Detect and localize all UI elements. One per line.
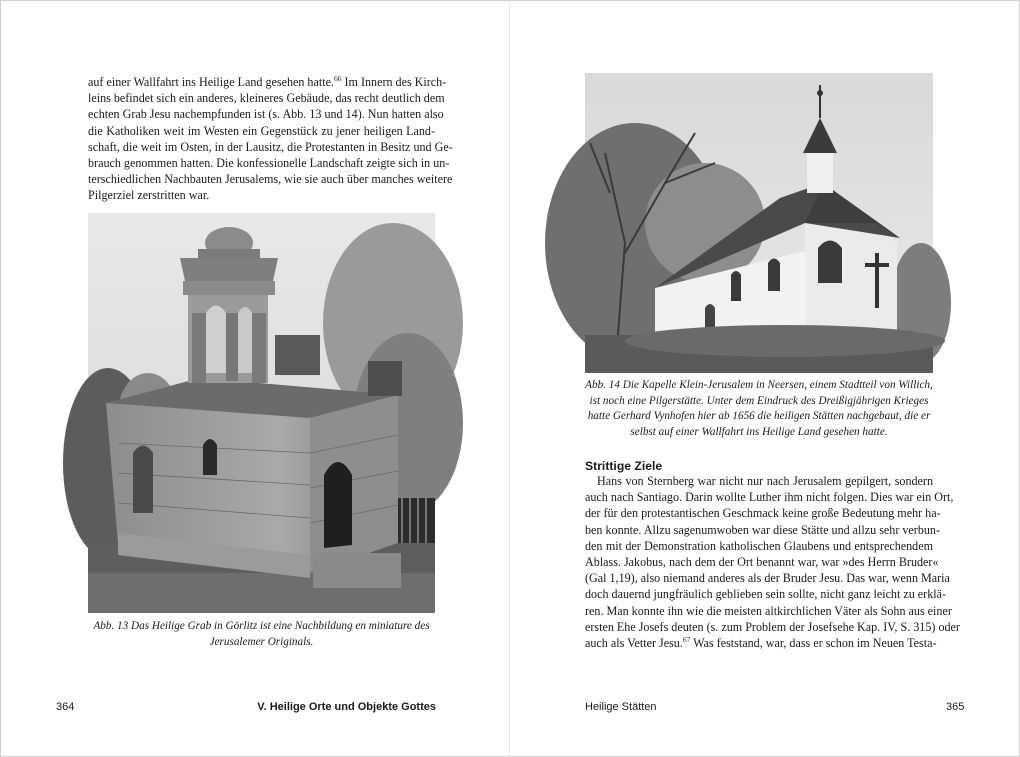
text-line: echten Grab Jesu nachempfunden ist (s. Abb. 13 und 14). Nun hatten also bbox=[88, 107, 444, 122]
text-line: Hans von Sternberg war nicht nur nach Jerusalem gepilgert, sondern bbox=[597, 474, 933, 488]
text-line: (Gal 1,19), also niemand anderes als der Bruder Jesu. Das war, wenn Maria bbox=[585, 571, 950, 586]
text-line: doch dauernd jungfräulich geblieben sein sollte, nicht ganz leicht zu erklä- bbox=[585, 587, 946, 602]
text-line: die Katholiken weit im Westen ein Gegenstück zu jener heiligen Land- bbox=[88, 123, 435, 138]
holy-sepulchre-photo bbox=[88, 213, 435, 613]
text-line: Ablass. Jakobus, nach dem der Ort benannt war, war »des Herrn Bruder« bbox=[585, 555, 939, 570]
text-line: ren. Man konnte ihn wie die meisten altkirchlichen Väter als Sohn aus einer bbox=[585, 603, 952, 618]
text-line: den mit der Demonstration katholischen Glaubens und entsprechendem bbox=[585, 538, 933, 553]
figure-13-caption: Abb. 13 Das Heilige Grab in Görlitz ist eine Nachbildung en miniature des Jerusalemer Originals. bbox=[93, 620, 430, 648]
text-line: der für den protestantischen Geschmack keine große Bedeutung mehr ha- bbox=[585, 506, 941, 521]
right-body-text bbox=[585, 473, 960, 651]
text-line: leins befindet sich ein anderes, kleineres Gebäude, das recht deutlich dem bbox=[88, 91, 445, 106]
chapel-klein-jerusalem-photo bbox=[585, 73, 933, 373]
gutter bbox=[509, 0, 510, 757]
text-line: auch nach Santiago. Darin wollte Luther ihm nicht folgen. Dies war ein Ort, bbox=[585, 490, 954, 505]
footnote-ref[interactable]: 66 bbox=[333, 73, 342, 83]
text-line: ersten Ehe Josefs deuten (s. zum Problem der Josefsehe Kap. IV, S. 315) oder bbox=[585, 619, 960, 634]
left-body-text bbox=[88, 73, 453, 204]
section-heading: Strittige Ziele bbox=[585, 459, 663, 473]
left-running-head: V. Heilige Orte und Objekte Gottes bbox=[257, 701, 436, 713]
text-line: Pilgerziel zerstritten war. bbox=[88, 188, 210, 203]
right-page-number: 365 bbox=[946, 701, 965, 713]
text-line: auch als Vetter Jesu.$^{67}$ Was feststand, war, dass er schon im Neuen Testa- bbox=[585, 635, 937, 651]
figure-14-caption: Abb. 14 Die Kapelle Klein-Jerusalem in Neersen, einem Stadtteil von Willich, ist noch eine Pilgerstätte. Unter dem Eindruck des Dreißigjährigen Krieges hatte Gerhard Vynhofen hier ab 1656 die heiligen Stätten nachgebaut, die er selbst auf einer Wallfahrt ins Heilige Land gesehen hatte. bbox=[585, 379, 933, 438]
right-running-head: Heilige Stätten bbox=[585, 701, 657, 713]
left-page-number: 364 bbox=[56, 701, 75, 713]
text-line: terschiedlichen Nachbauten Jerusalems, wie sie auch über manches weitere bbox=[88, 172, 453, 187]
text-line: auf einer Wallfahrt ins Heilige Land gesehen hatte.$^{66}$ Im Innern des Kirch- bbox=[88, 73, 447, 89]
text-line: brauch genommen hatten. Die konfessionelle Landschaft zeigte sich in un- bbox=[88, 156, 450, 171]
footnote-ref[interactable]: 67 bbox=[682, 635, 691, 644]
text-line: ben konnte. Allzu sagenumwoben war diese Stätte und allzu sehr verbun- bbox=[585, 522, 940, 537]
text-line: schaft, die weit im Osten, in der Lausitz, die Protestanten in Besitz und Ge- bbox=[88, 139, 453, 154]
